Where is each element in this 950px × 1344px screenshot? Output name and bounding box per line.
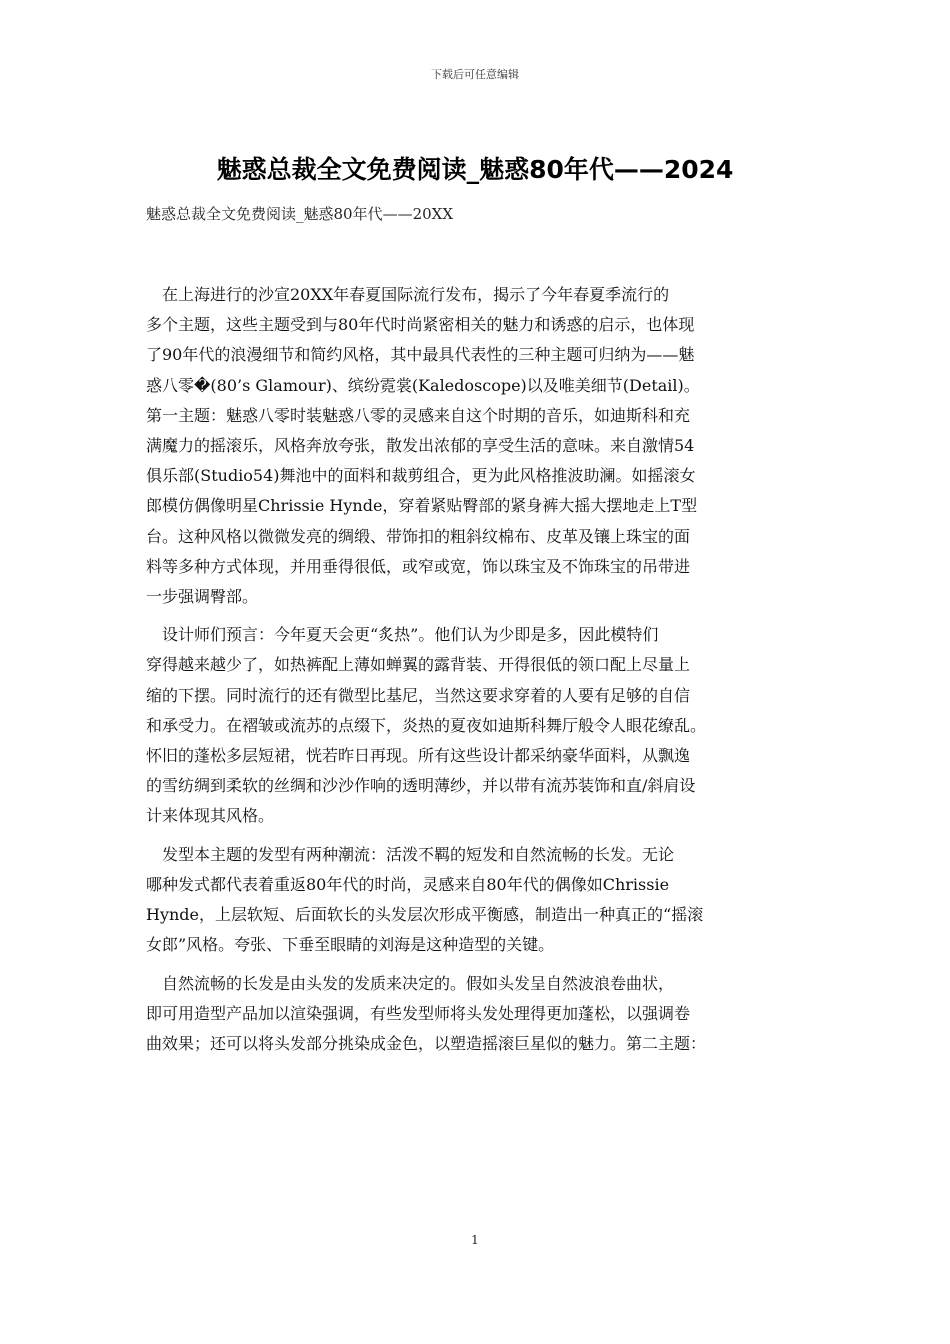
- body-line: 在上海进行的沙宣20XX年春夏国际流行发布，揭示了今年春夏季流行的: [146, 285, 670, 305]
- document-title: 魅惑总裁全文免费阅读_魅惑80年代——2024: [216, 155, 734, 184]
- body-line: 计来体现其风格。: [146, 806, 275, 826]
- body-line: 的雪纺绸到柔软的丝绸和沙沙作响的透明薄纱，并以带有流苏装饰和直/斜肩设: [146, 776, 696, 796]
- body-line: 哪种发式都代表着重返80年代的时尚，灵感来自80年代的偶像如Chrissie: [146, 874, 670, 894]
- body-text: [146, 272, 826, 1059]
- body-line: 曲效果；还可以将头发部分挑染成金色，以塑造摇滚巨星似的魅力。第二主题：: [146, 1033, 707, 1053]
- body-line: 穿得越来越少了，如热裤配上薄如蝉翼的露背装、开得很低的领口配上尽量上: [146, 655, 691, 675]
- body-line: 一步强调臀部。: [146, 586, 259, 606]
- page-number: 1: [471, 1233, 479, 1247]
- body-line: 和承受力。在褶皱或流苏的点缀下，炎热的夏夜如迪斯科舞厅般令人眼花缭乱。: [146, 715, 707, 735]
- body-line: 缩的下摆。同时流行的还有微型比基尼，当然这要求穿着的人要有足够的自信: [146, 685, 691, 705]
- body-line: 俱乐部(Studio54)舞池中的面料和裁剪组合，更为此风格推波助澜。如摇滚女: [146, 466, 696, 486]
- body-line: 第一主题：魅惑八零时装魅惑八零的灵感来自这个时期的音乐，如迪斯科和充: [146, 405, 691, 425]
- body-line: 台。这种风格以微微发亮的绸缎、带饰扣的粗斜纹棉布、皮革及镶上珠宝的面: [146, 526, 691, 546]
- body-line: 发型本主题的发型有两种潮流：活泼不羁的短发和自然流畅的长发。无论: [146, 844, 675, 864]
- body-line: 郎模仿偶像明星Chrissie Hynde，穿着紧贴臀部的紧身裤大摇大摆地走上T型: [146, 496, 698, 516]
- header-note: 下载后可任意编辑: [431, 68, 519, 81]
- document-subtitle: 魅惑总裁全文免费阅读_魅惑80年代——20XX: [146, 205, 454, 223]
- body-line: 即可用造型产品加以渲染强调，有些发型师将头发处理得更加蓬松，以强调卷: [146, 1003, 691, 1023]
- body-line: 多个主题，这些主题受到与80年代时尚紧密相关的魅力和诱惑的启示，也体现: [146, 315, 695, 335]
- body-line: 料等多种方式体现，并用垂得很低，或窄或宽，饰以珠宝及不饰珠宝的吊带进: [146, 556, 691, 576]
- body-line: 女郎”风格。夸张、下垂至眼睛的刘海是这种造型的关键。: [146, 935, 555, 955]
- body-line: 惑八零�(80’s Glamour)、缤纷霓裳(Kaledoscope)以及唯美细节(Detail)。: [146, 375, 700, 395]
- body-line: 自然流畅的长发是由头发的发质来决定的。假如头发呈自然波浪卷曲状，: [146, 973, 675, 993]
- body-line: 怀旧的蓬松多层短裙，恍若昨日再现。所有这些设计都采纳豪华面料，从飘逸: [146, 746, 691, 765]
- body-line: 满魔力的摇滚乐，风格奔放夸张，散发出浓郁的享受生活的意味。来自激情54: [146, 436, 695, 456]
- body-line: 设计师们预言：今年夏天会更“炙热”。他们认为少即是多，因此模特们: [146, 625, 659, 645]
- body-line: 了90年代的浪漫细节和简约风格，其中最具代表性的三种主题可归纳为——魅: [146, 345, 695, 365]
- body-line: Hynde，上层软短、后面软长的头发层次形成平衡感，制造出一种真正的“摇滚: [146, 905, 704, 925]
